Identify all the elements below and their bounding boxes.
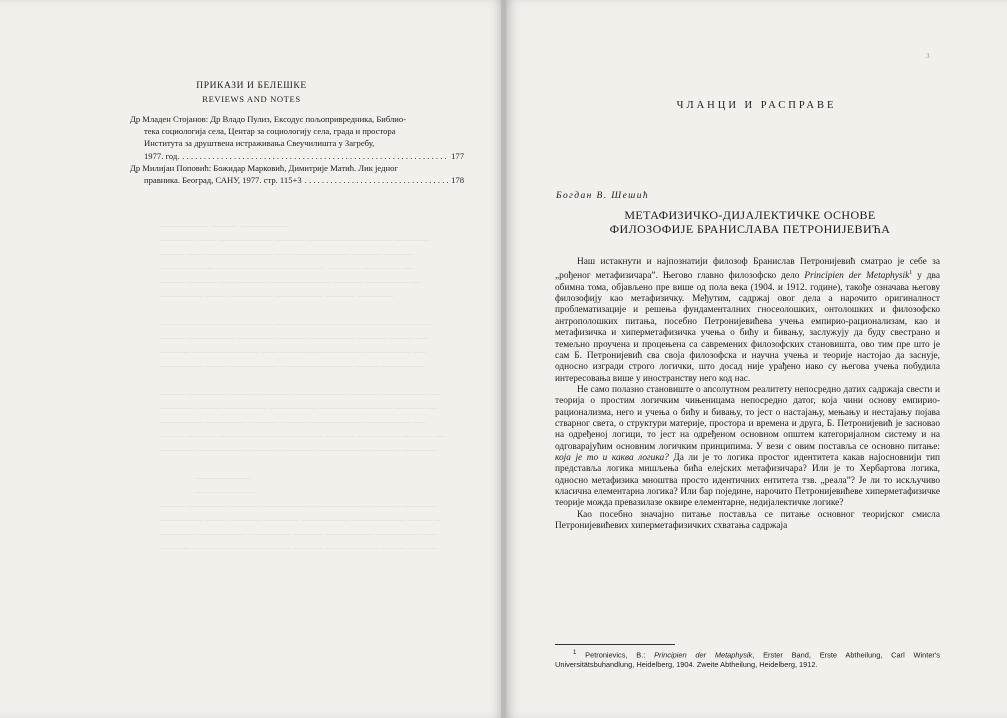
left-page (0, 0, 503, 718)
paragraph: Као посебно значајно питање поставља се питање основног теоријског смисла Петронијевићевих хиперметафизичких схватања садржаја (555, 509, 940, 532)
bleed-through-text: ──────── ──── ──────── ────── ─── ───────── ───── ────────────── ────── ──── ─── ─────────── ── ────────── ───── ───── ───────── ── ──────── ─────── ───── ────── ── ──── ───── ── ────── ────────── ───── ─────── ── ─────── ──── ─────── ──────── ───── ────── ────── ───── ─────── ─────── ───────── ─────── ── ──── ──────── ────── ───── ──────── ───── ──── ── ───── ─────────── ─── ───── ──────── ──────── ── ─────── ──── ──────── ──────────── ──── ─────── ──── ─────── ──── ────── ───────── ───── ─────── ── ────── ──── ─────── ──────── ──────────── ───── ── ─────── ─────── ───── ──── ───────── ──────── ── ──── ───── ─────── ────────── ───── ─────── ───── ── ────── ──────── ───── ────── ──────── ───── ────── ───────── ────────── ──── ─────── ───── ──────── ───────── ───── ────── ─────── ──── ───── ────── ──────── ───────── ──── ─ ────── ──────── ─────── ───── ──────── ─────── ─── ───── ───── ─────────── ───── ───────── ──── ───── (160, 221, 446, 553)
toc-page-number: 177 (451, 150, 464, 161)
toc-entry-line: тека социологија села, Центар за социологију села, града и простора (144, 126, 396, 137)
article-title (555, 208, 945, 236)
page-number: 3 (926, 52, 930, 60)
section-title: ЧЛАНЦИ И РАСПРАВЕ (676, 100, 837, 111)
leader-dots (305, 174, 448, 186)
toc-entry-line: Института за друштвена истраживања Свеучилишта у Загребу, (144, 138, 375, 149)
paragraph: Не само полазно становиште о апсолутном реалитету непосредно датих садржаја свести и теорија о простим логичким чињеницама непосредно датог, која чини основу емпирио-рационализма, него и учења о бићу и бивању, то јест о настајању, мењању и нестајању појава стварног света, о структури материје, простора и времена и друга, Б. Петронијевић је засновао на одређеној логици, то јест на одређеном основном општем категоријалном систему и на одговарајућим основним логичким принципима. У вези с овим поставља се основно питање: која је то и каква логика? Да ли је то логика простог идентитета какав најосновнији тип представља логика мишљења бића елејских метафизичара? Или је то Хербартова логика, односно метафизика мноштва просто идентичних ентитета тзв. „реала”? Је ли то искључиво класична елементарна логика? Или бар поједине, нарочито Петронијевићеве хиперметафизичке теорије можда превазилазе оквире елементарне, недијалектичке логике? (555, 384, 940, 509)
toc-entry-line: Др Милијан Поповић: Божидар Марковић, Димитрије Матић. Лик једног (130, 163, 398, 173)
footnote-divider (555, 644, 675, 645)
leader-dots (182, 150, 448, 162)
toc-entry-line: 1977. год. (144, 150, 180, 161)
toc-page-number: 178 (451, 175, 464, 186)
toc-entry (130, 113, 464, 162)
article-title-line: ФИЛОЗОФИЈЕ БРАНИСЛАВА ПЕТРОНИЈЕВИЋА (609, 222, 891, 236)
paragraph: Наш истакнути и најпознатији филозоф Бранислав Петронијевић сматрао је себе за „рођеног метафизичара”. Његово главно филозофско дело Principien der Metaphysik$^1$ у два обимна тома, објављено пре више од пола века (1904. и 1912. године), такође означава његову филозофију као метафизичку. Међутим, садржај овог дела а нарочито оригиналност проблематизације и решења фундаменталних гносеолошких, онтолошких и филозофско антрополошких питања, посебно Петронијевићева учења емпирио-рационализам, као и метафизичка и хиперметафизичка учења о бићу и бивању, заслужују да буду свестрано и темељно проучена и процењена са савремених филозофских становишта, ово тим пре што је сам Б. Петронијевић сва своја филозофска и научна учења и теорије настојао да заснује, односно изгради строго логички, што досад није урађено иако су његова учења побудила интересовања више у иностранству него код нас. (555, 257, 940, 384)
footnote: $^1$ Petronievics, B.: Principien der Metaphysik, Erster Band, Erste Abtheilung, Carl Winter's Universitätsbuhandlung, Heidelberg, 1904. Zweite Abtheilung, Heidelberg, 1912. (555, 650, 940, 670)
toc-entry (130, 162, 464, 186)
toc-heading-cyrillic: ПРИКАЗИ И БЕЛЕШКЕ (196, 81, 307, 91)
article-title-line: МЕТАФИЗИЧКО-ДИЈАЛЕКТИЧКЕ ОСНОВЕ (624, 208, 876, 222)
article-body (555, 257, 940, 532)
toc-heading-latin: REVIEWS AND NOTES (202, 94, 301, 104)
toc-entry-line: Др Младен Стојанов: Др Владо Пулиз, Ексодус пољопривредника, Библио- (130, 114, 407, 124)
toc-entry-line: правника. Београд, САНУ, 1977. стр. 115+3 (144, 175, 302, 186)
article-author: Богдан В. Шешић (556, 191, 650, 201)
footnote-reference: 1 (909, 270, 913, 277)
